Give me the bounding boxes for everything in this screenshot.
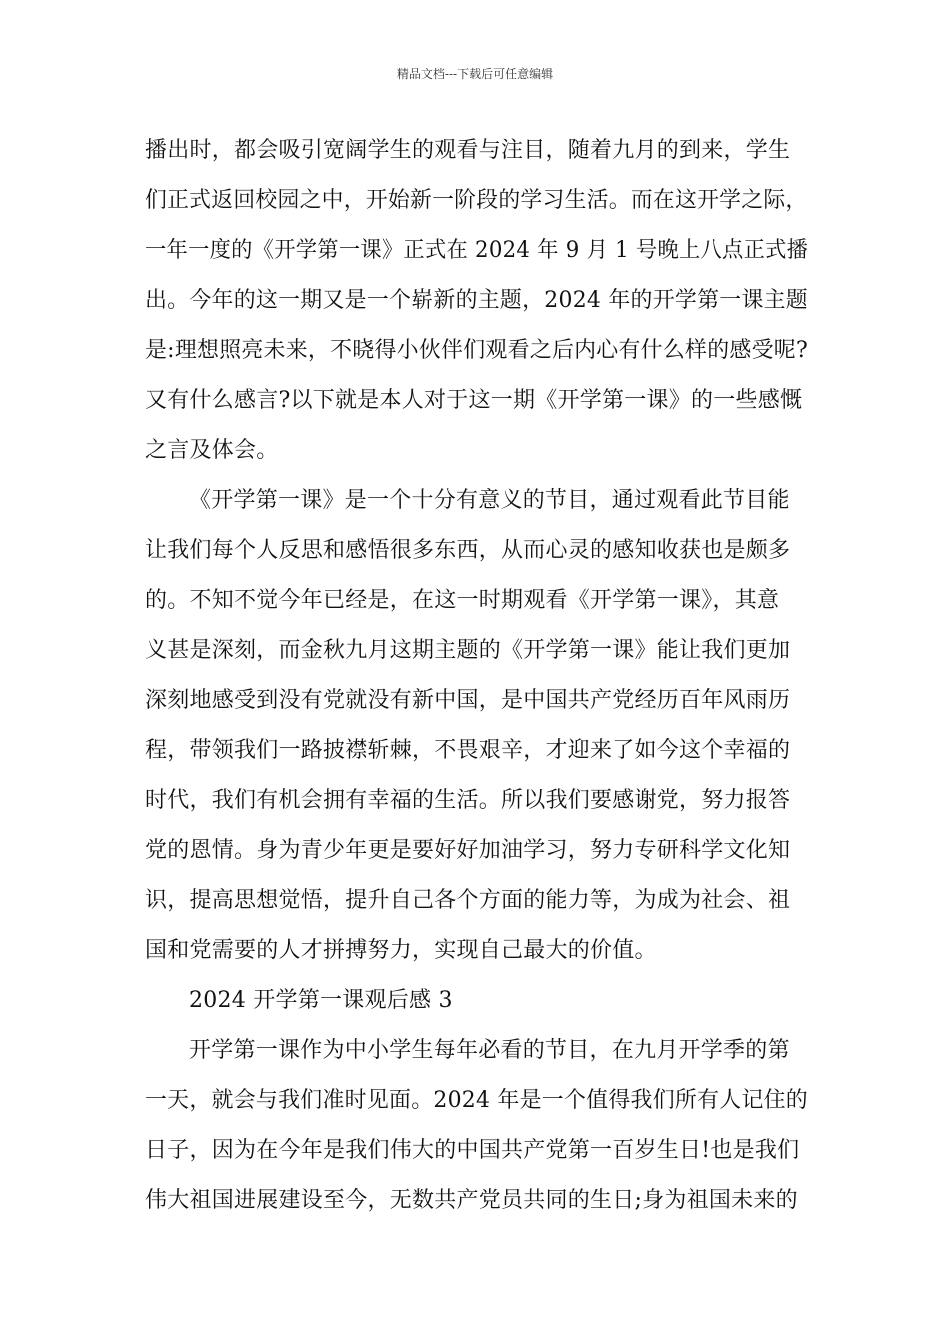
text-line: 们正式返回校园之中，开始新一阶段的学习生活。而在这开学之际，	[145, 188, 808, 213]
text-line: 国和党需要的人才拼搏努力，实现自己最大的价值。	[145, 938, 657, 963]
text-line: 程，带领我们一路披襟斩棘，不畏艰辛，才迎来了如今这个幸福的	[145, 738, 791, 763]
text-line: 出。今年的这一期又是一个崭新的主题，2024 年的开学第一课主题	[145, 288, 808, 313]
text-line: 党的恩情。身为青少年更是要好好加油学习，努力专研科学文化知	[145, 838, 791, 863]
text-line: 识，提高思想觉悟，提升自己各个方面的能力等，为成为社会、祖	[145, 888, 791, 913]
text-line: 义甚是深刻，而金秋九月这期主题的《开学第一课》能让我们更加	[145, 638, 791, 663]
text-line: 深刻地感受到没有党就没有新中国，是中国共产党经历百年风雨历	[145, 688, 791, 713]
text-line: 之言及体会。	[145, 438, 279, 463]
text-line: 是:理想照亮未来，不晓得小伙伴们观看之后内心有什么样的感受呢?	[145, 338, 808, 363]
page-header: 精品文档---下载后可任意编辑	[396, 67, 554, 81]
paragraph-first-line: 开学第一课作为中小学生每年必看的节目，在九月开学季的第	[189, 1038, 790, 1063]
paragraph-first-line: 《开学第一课》是一个十分有意义的节目，通过观看此节目能	[189, 488, 790, 513]
text-line: 时代，我们有机会拥有幸福的生活。所以我们要感谢党，努力报答	[145, 788, 791, 813]
text-line: 日子，因为在今年是我们伟大的中国共产党第一百岁生日!也是我们	[145, 1138, 800, 1163]
text-line: 播出时，都会吸引宽阔学生的观看与注目，随着九月的到来，学生	[145, 138, 791, 163]
text-line: 又有什么感言?以下就是本人对于这一期《开学第一课》的一些感慨	[145, 388, 803, 413]
text-line: 一年一度的《开学第一课》正式在 2024 年 9 月 1 号晚上八点正式播	[145, 238, 809, 263]
text-line: 让我们每个人反思和感悟很多东西，从而心灵的感知收获也是颇多	[145, 538, 791, 563]
section-heading: 2024 开学第一课观后感 3	[189, 988, 453, 1013]
text-line: 伟大祖国进展建设至今，无数共产党员共同的生日;身为祖国未来的	[145, 1188, 798, 1213]
text-line: 一天，就会与我们准时见面。2024 年是一个值得我们所有人记住的	[145, 1088, 808, 1113]
text-line: 的。不知不觉今年已经是，在这一时期观看《开学第一课》，其意	[145, 588, 780, 613]
